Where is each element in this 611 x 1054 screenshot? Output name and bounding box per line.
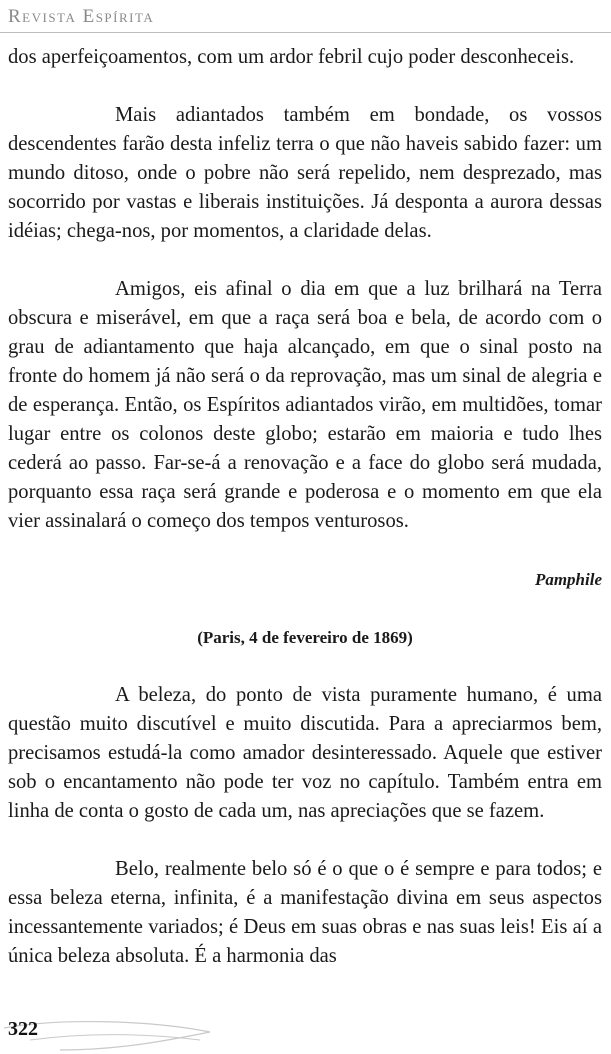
page-body	[8, 43, 602, 971]
paragraph-continuation: dos aperfeiçoamentos, com um ardor febril cujo poder desconheceis.	[8, 46, 575, 68]
page-number: 322	[8, 1018, 38, 1040]
footer-swash-ornament	[0, 1010, 611, 1054]
paragraph: Amigos, eis afinal o dia em que a luz brilhará na Terra obscura e miserável, em que a raça será boa e bela, de acordo com o grau de adiantamento que haja alcançado, em que o sinal posto na fronte do homem já não será o da reprovação, mas um sinal de alegria e de esperança. Então, os Espíritos adiantados virão, em multidões, tomar lugar entre os colonos deste globo; estarão em maioria e tudo lhes cederá ao passo. Far-se-á a renovação e a face do globo será mudada, porquanto essa raça será grande e poderosa e o momento em que ela vier assinalará o começo dos tempos venturosos.	[8, 278, 602, 532]
author-signature: Pamphile	[534, 570, 602, 589]
paragraph: A beleza, do ponto de vista puramente humano, é uma questão muito discutível e muito discutida. Para a apreciarmos bem, precisamos estudá-la como amador desinteressado. Aquele que estiver sob o encantamento não pode ter voz no capítulo. Também entra em linha de conta o gosto de cada um, nas apreciações que se fazem.	[8, 684, 602, 822]
paragraph-spacer	[8, 246, 602, 275]
dateline: (Paris, 4 de fevereiro de 1869)	[197, 628, 413, 647]
header-divider	[0, 32, 611, 33]
paragraph-spacer	[8, 72, 602, 101]
paragraph: Mais adiantados também em bondade, os vossos descendentes farão desta infeliz terra o que não haveis sabido fazer: um mundo ditoso, onde o pobre não será repelido, nem desprezado, mas socorrido por vastas e liberais instituições. Já desponta a aurora dessas idéias; chega-nos, por momentos, a claridade delas.	[8, 104, 602, 242]
paragraph-spacer	[8, 826, 602, 855]
running-header: Revista Espírita	[8, 6, 155, 27]
paragraph-spacer	[8, 536, 602, 565]
paragraph: Belo, realmente belo só é o que o é sempre e para todos; e essa beleza eterna, infinita, é a manifestação divina em seus aspectos incessantemente variados; é Deus em suas obras e nas suas leis! Eis aí a única beleza absoluta. É a harmonia das	[8, 858, 602, 967]
paragraph-spacer	[8, 652, 602, 681]
paragraph-spacer	[8, 594, 602, 623]
